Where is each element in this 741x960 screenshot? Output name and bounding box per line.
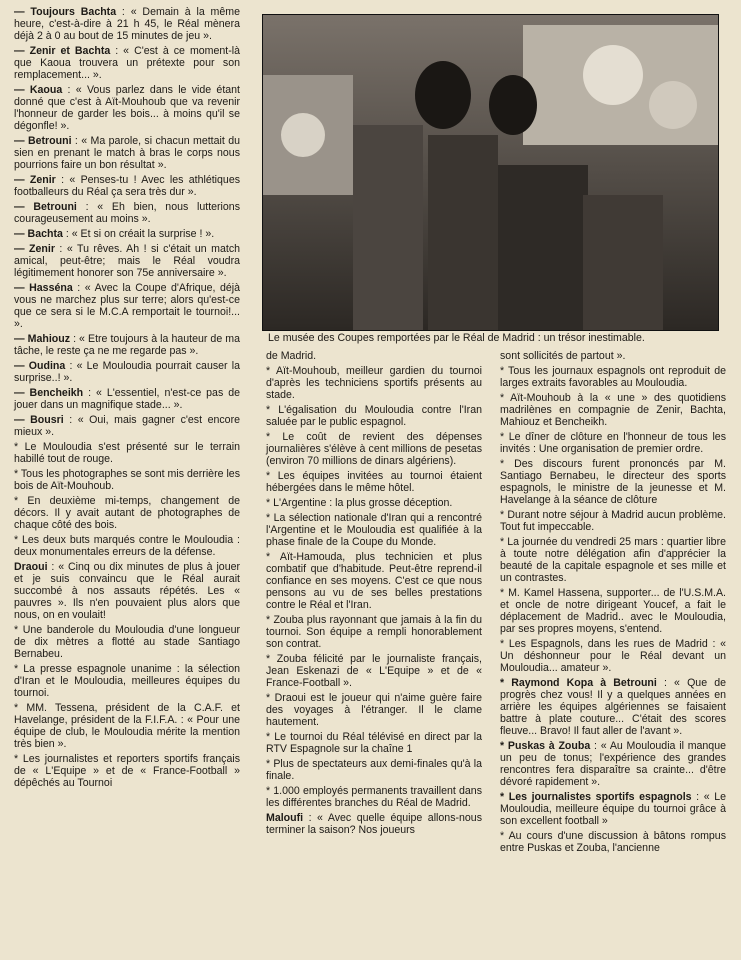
speaker: Draoui <box>14 561 48 573</box>
paragraph-text: * Le dîner de clôture en l'honneur de tous les invités : Une organisation de premier ordre. <box>500 431 726 455</box>
paragraph <box>14 495 240 531</box>
speaker: — Bencheikh <box>14 387 84 399</box>
paragraph-text: * L'Argentine : la plus grosse déception. <box>266 497 453 509</box>
paragraph <box>266 551 482 611</box>
paragraph <box>14 624 240 660</box>
speaker: — Betrouni <box>14 201 77 213</box>
paragraph <box>14 663 240 699</box>
paragraph <box>14 135 240 171</box>
paragraph-text: * Des discours furent prononcés par M. Santiago Bernabeu, le directeur des sports espagnols, le ministre de la jeunesse et M. Havelange à la séance de clôture <box>500 458 726 506</box>
paragraph-text: : « Ma parole, si chacun mettait du sien en prenant le match à bras le corps nous pourrions faire un bon résultat ». <box>14 135 240 171</box>
photo-image <box>263 15 718 330</box>
paragraph-text: * Aït-Mouhoub à la « une » des quotidiens madrilènes en compagnie de Zenir, Bachta, Mahiouz et Bencheikh. <box>500 392 726 428</box>
paragraph <box>266 653 482 689</box>
paragraph-text: * Aït-Hamouda, plus technicien et plus combatif que d'habitude. Peut-être reprend-il confiance en ses moyens. C'est ce que nous pensons au vu de ses belles prestations contre le Réal et l'Iran. <box>266 551 482 611</box>
speaker: * Raymond Kopa à Betrouni <box>500 677 657 689</box>
paragraph <box>266 470 482 494</box>
paragraph <box>14 702 240 750</box>
paragraph-text: : « Avec quelle équipe allons-nous terminer la saison? Nos joueurs <box>266 812 482 836</box>
paragraph <box>500 458 726 506</box>
paragraph <box>500 365 726 389</box>
paragraph <box>14 360 240 384</box>
paragraph-text: : « Au Mouloudia il manque un peu de tonus; l'expérience des grandes rencontres fera disparaître sa crainte... d'être dévoré rapidement ». <box>500 740 726 788</box>
column-right <box>500 350 726 857</box>
paragraph <box>14 228 240 240</box>
paragraph <box>500 638 726 674</box>
paragraph <box>266 365 482 401</box>
speaker: — Bousri <box>14 414 64 426</box>
speaker: — Zenir et Bachta <box>14 45 111 57</box>
paragraph <box>500 536 726 584</box>
paragraph-text: : « L'essentiel, n'est-ce pas de jouer dans un magnifique stade... ». <box>14 387 240 411</box>
paragraph <box>500 791 726 827</box>
paragraph-text: : « Vous parlez dans le vide étant donné que c'est à Aït-Mouhoub que va revenir l'honneur de garder les bois... à moins qu'il se dégonfle! ». <box>14 84 240 132</box>
speaker: — Hasséna <box>14 282 73 294</box>
paragraph-text: * Le tournoi du Réal télévisé en direct par la RTV Espagnole sur la chaîne 1 <box>266 731 482 755</box>
paragraph-text: * La journée du vendredi 25 mars : quartier libre à toute notre délégation afin d'apprécier la beauté de la capitale espagnole et ses mille et un contrastes. <box>500 536 726 584</box>
paragraph <box>14 441 240 465</box>
paragraph-text: * Aït-Mouhoub, meilleur gardien du tournoi d'après les techniciens sportifs présents au stade. <box>266 365 482 401</box>
paragraph-text: * La sélection nationale d'Iran qui a rencontré l'Argentine et le Mouloudia est qualifiée à la phase finale de la Coupe du Monde. <box>266 512 482 548</box>
paragraph <box>266 758 482 782</box>
paragraph <box>500 740 726 788</box>
paragraph-text: * MM. Tessena, président de la C.A.F. et Havelange, président de la F.I.F.A. : « Pour une équipe de club, le Mouloudia mérite la mention très bien ». <box>14 702 240 750</box>
paragraph-text: * Les deux buts marqués contre le Mouloudia : deux monumentales erreurs de la défense. <box>14 534 240 558</box>
speaker: * Puskas à Zouba <box>500 740 591 752</box>
speaker: — Zenir <box>14 174 56 186</box>
paragraph <box>500 350 726 362</box>
paragraph <box>266 692 482 728</box>
paragraph <box>14 6 240 42</box>
paragraph <box>14 561 240 621</box>
paragraph <box>266 404 482 428</box>
paragraph <box>266 731 482 755</box>
speaker: * Les journalistes sportifs espagnols <box>500 791 692 803</box>
paragraph <box>14 174 240 198</box>
paragraph-text: : « Oui, mais gagner c'est encore mieux ». <box>14 414 240 438</box>
speaker: — Oudina <box>14 360 66 372</box>
speaker: — Zenir <box>14 243 55 255</box>
paragraph <box>500 677 726 737</box>
paragraph-text: * Les journalistes et reporters sportifs français de « L'Equipe » et de « France-Football » dépêchés au Tournoi <box>14 753 240 789</box>
speaker: — Bachta <box>14 228 63 240</box>
paragraph-text: * En deuxième mi-temps, changement de décors. Il y avait autant de photographes de chaque côté des bois. <box>14 495 240 531</box>
paragraph <box>14 387 240 411</box>
column-left <box>14 6 240 792</box>
paragraph <box>14 84 240 132</box>
paragraph <box>14 468 240 492</box>
paragraph-text: * Une banderole du Mouloudia d'une longueur de dix mètres a flotté au stade Santiago Bernabeu. <box>14 624 240 660</box>
paragraph <box>14 333 240 357</box>
paragraph <box>14 534 240 558</box>
paragraph-text: * M. Kamel Hassena, supporter... de l'U.S.M.A. et oncle de notre dirigeant Youcef, a fait le déplacement de Madrid.. avec le Mouloudia, par ses propres moyens, s'entend. <box>500 587 726 635</box>
paragraph-text: * Tous les journaux espagnols ont reproduit de larges extraits favorables au Mouloudia. <box>500 365 726 389</box>
paragraph <box>266 512 482 548</box>
paragraph-text: sont sollicités de partout ». <box>500 350 626 362</box>
speaker: — Mahiouz <box>14 333 71 345</box>
paragraph <box>266 431 482 467</box>
museum-photo <box>262 14 719 331</box>
paragraph <box>14 414 240 438</box>
paragraph-text: * Zouba plus rayonnant que jamais à la fin du tournoi. Son équipe a rempli honorablement son contrat. <box>266 614 482 650</box>
speaker: Maloufi <box>266 812 304 824</box>
paragraph-text: * Le Mouloudia s'est présenté sur le terrain habillé tout de rouge. <box>14 441 240 465</box>
paragraph-text: * 1.000 employés permanents travaillent dans les différentes branches du Réal de Madrid. <box>266 785 482 809</box>
photo-caption: Le musée des Coupes remportées par le Réal de Madrid : un trésor inestimable. <box>268 332 645 344</box>
paragraph <box>14 282 240 330</box>
paragraph-text: : « C'est à ce moment-là que Kaoua trouvera un prétexte pour son remplacement... ». <box>14 45 240 81</box>
column-middle <box>266 350 482 839</box>
paragraph <box>500 392 726 428</box>
paragraph-text: : « Penses-tu ! Avec les athlétiques footballeurs du Réal ça sera très dur ». <box>14 174 241 198</box>
paragraph-text: * Le coût de revient des dépenses journalières s'élève à cent millions de pesetas (environ 70 millions de dinars algériens). <box>266 431 482 467</box>
paragraph-text: * Durant notre séjour à Madrid aucun problème. Tout fut impeccable. <box>500 509 726 533</box>
paragraph-text: * Les Espagnols, dans les rues de Madrid : « Un déshonneur pour le Réal devant un Mouloudia... amateur ». <box>500 638 726 674</box>
paragraph-text: * L'égalisation du Mouloudia contre l'Iran saluée par le public espagnol. <box>266 404 482 428</box>
paragraph-text: : « Le Mouloudia, meilleure équipe du tournoi grâce à son excellent football » <box>500 791 726 827</box>
paragraph <box>500 587 726 635</box>
paragraph-text: : « Le Mouloudia pourrait causer la surprise..! ». <box>14 360 240 384</box>
paragraph-text: * La presse espagnole unanime : la sélection d'Iran et le Mouloudia, meilleures équipes du tournoi. <box>14 663 240 699</box>
speaker: — Kaoua <box>14 84 63 96</box>
paragraph-text: : « Etre toujours à la hauteur de ma tâche, le reste ça ne me regarde pas ». <box>14 333 240 357</box>
paragraph <box>266 812 482 836</box>
paragraph <box>266 350 482 362</box>
paragraph-text: : « Que de progrès chez vous! Il y a quelques années en arrière les équipes algériennes se faisaient battre à plate couture... C'était des scores fleuve... Bravo! Il faut aller de l'avant ». <box>500 677 727 737</box>
paragraph-text: * Les équipes invitées au tournoi étaient hébergées dans le même hôtel. <box>266 470 482 494</box>
paragraph-text: : « Cinq ou dix minutes de plus à jouer et je suis convaincu que le Réal aurait succombé à nos assauts répétés. Les « pauvres ». Ils n'en pouvaient plus alors que nous, on en voulait! <box>14 561 240 621</box>
paragraph <box>14 753 240 789</box>
paragraph-text: de Madrid. <box>266 350 317 362</box>
paragraph <box>266 614 482 650</box>
paragraph <box>266 497 482 509</box>
paragraph <box>500 509 726 533</box>
paragraph <box>14 201 240 225</box>
speaker: — Betrouni <box>14 135 72 147</box>
paragraph-text: : « Demain à la même heure, c'est-à-dire à 21 h 45, le Réal mènera déjà 2 à 0 au bout de 15 minutes de jeu ». <box>14 6 240 42</box>
paragraph-text: * Plus de spectateurs aux demi-finales qu'à la finale. <box>266 758 482 782</box>
paragraph <box>14 243 240 279</box>
paragraph <box>500 431 726 455</box>
paragraph-text: * Tous les photographes se sont mis derrière les bois de Aït-Mouhoub. <box>14 468 240 492</box>
paragraph-text: : « Eh bien, nous lutterions courageusement au moins ». <box>14 201 240 225</box>
paragraph <box>266 785 482 809</box>
paragraph-text: * Draoui est le joueur qui n'aime guère faire des voyages à l'étranger. Il le clame hautement. <box>266 692 482 728</box>
paragraph-text: : « Avec la Coupe d'Afrique, déjà vous ne marchez plus sur terre; alors qu'est-ce que ce sera si le M.C.A remportait le tournoi!... ». <box>14 282 240 330</box>
paragraph-text: : « Tu rêves. Ah ! si c'était un match amical, peut-être; mais le Réal voudra légitimement honorer son 75e anniversaire ». <box>14 243 241 279</box>
paragraph-text: * Zouba félicité par le journaliste français, Jean Eskenazi de « L'Equipe » et de « France-Football ». <box>266 653 482 689</box>
paragraph <box>500 830 726 854</box>
paragraph <box>14 45 240 81</box>
paragraph-text: : « Et si on créait la surprise ! ». <box>62 228 215 240</box>
paragraph-text: * Au cours d'une discussion à bâtons rompus entre Puskas et Zouba, l'ancienne <box>500 830 726 854</box>
speaker: — Toujours Bachta <box>14 6 117 18</box>
